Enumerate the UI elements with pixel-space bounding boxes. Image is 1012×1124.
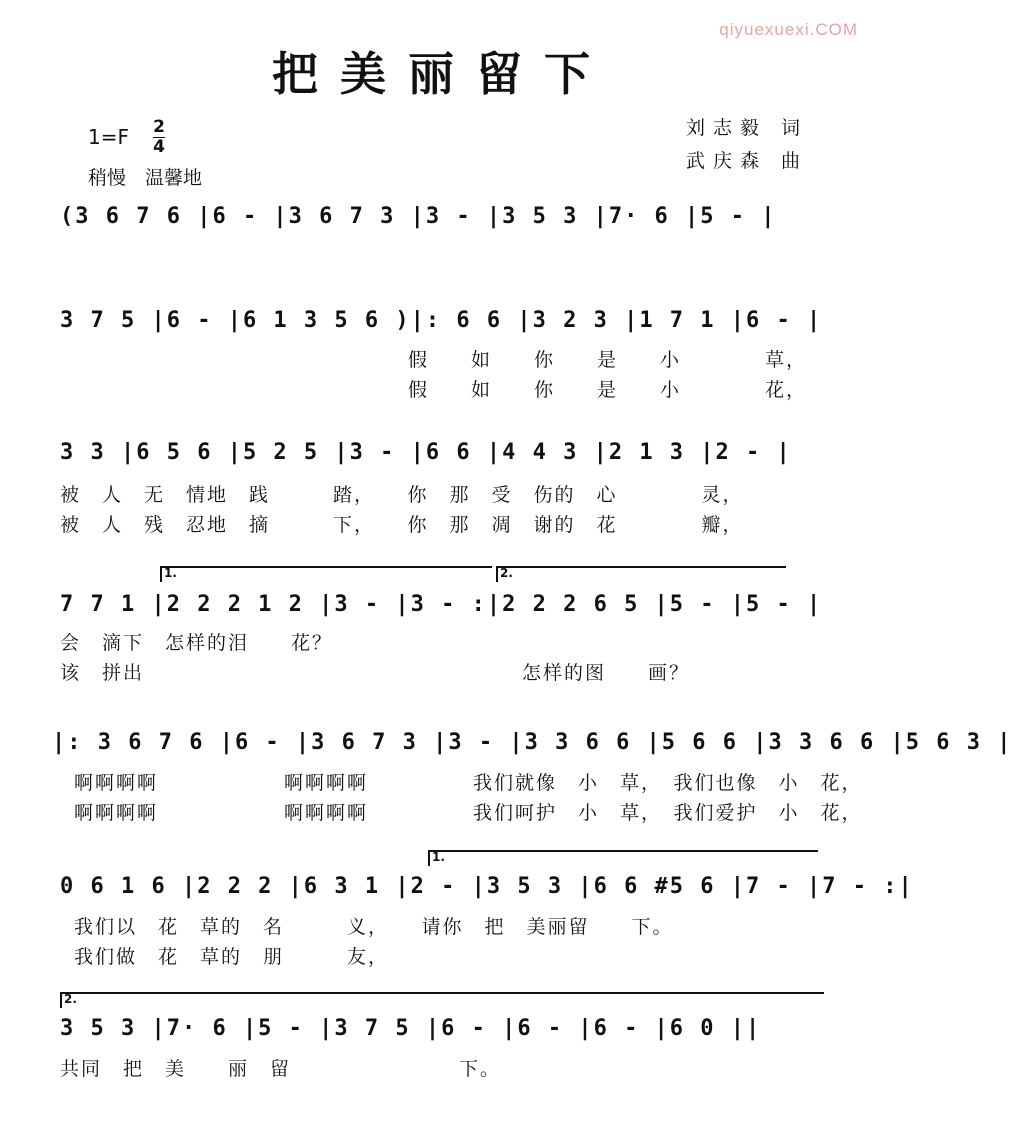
song-title: 把美丽留下 — [272, 47, 612, 101]
lyric-verse-1: 我们以 花 草的 名 义， 请你 把 美丽留 下。 — [74, 916, 674, 938]
notation-line: 3 3 |6 5 6 |5 2 5 |3 - |6 6 |4 4 3 |2 1 3 |2 - | — [60, 440, 792, 465]
lyric-verse-1: 啊啊啊啊 啊啊啊啊 我们就像 小 草， 我们也像 小 花， — [74, 772, 863, 794]
time-signature-bottom: 4 — [153, 137, 165, 157]
time-signature-top: 2 — [153, 117, 165, 137]
notation-line: 0 6 1 6 |2 2 2 |6 3 1 |2 - |3 5 3 |6 6 #5 6 |7 - |7 - :| — [60, 874, 914, 899]
lyric-verse-1: 共同 把 美 丽 留 下。 — [60, 1058, 502, 1080]
site-watermark: qiyuexuexi.COM — [719, 20, 858, 39]
volta-label: 1. — [432, 850, 445, 864]
lyric-verse-1: 假 如 你 是 小 草， — [408, 349, 808, 371]
time-signature — [153, 118, 165, 157]
volta-bracket-edge — [160, 566, 162, 582]
volta-bracket-edge — [496, 566, 498, 582]
tempo-marking: 稍慢 温馨地 — [88, 167, 203, 189]
lyric-verse-2: 被 人 残 忍地 摘 下， 你 那 凋 谢的 花 瓣， — [60, 514, 744, 536]
lyric-verse-2: 我们做 花 草的 朋 友， — [74, 946, 390, 968]
volta-bracket — [60, 992, 824, 994]
volta-bracket — [428, 850, 818, 852]
volta-bracket-edge — [60, 992, 62, 1008]
notation-line: 7 7 1 |2 2 2 1 2 |3 - |3 - :|2 2 2 6 5 |5 - |5 - | — [60, 592, 823, 617]
volta-bracket — [496, 566, 786, 568]
volta-label: 2. — [64, 992, 77, 1006]
composer-credit: 武庆森 曲 — [686, 150, 809, 172]
lyric-verse-2: 假 如 你 是 小 花， — [408, 379, 808, 401]
lyric-verse-2: 啊啊啊啊 啊啊啊啊 我们呵护 小 草， 我们爱护 小 花， — [74, 802, 863, 824]
lyric-verse-1: 会 滴下 怎样的泪 花？ — [60, 632, 334, 654]
notation-line: 3 7 5 |6 - |6 1 3 5 6 )|: 6 6 |3 2 3 |1 7 1 |6 - | — [60, 308, 823, 333]
volta-bracket — [160, 566, 492, 568]
notation-line: 3 5 3 |7· 6 |5 - |3 7 5 |6 - |6 - |6 - |6 0 || — [60, 1016, 762, 1041]
key-signature: 1=F — [88, 125, 129, 149]
lyric-verse-2: 该 拼出 怎样的图 画？ — [60, 662, 691, 684]
volta-label: 2. — [500, 566, 513, 580]
volta-label: 1. — [164, 566, 177, 580]
notation-line: (3 6 7 6 |6 - |3 6 7 3 |3 - |3 5 3 |7· 6 |5 - | — [60, 204, 777, 229]
volta-bracket-edge — [428, 850, 430, 866]
lyricist-credit: 刘志毅 词 — [686, 117, 809, 139]
notation-line: |: 3 6 7 6 |6 - |3 6 7 3 |3 - |3 3 6 6 |5 6 6 |3 3 6 6 |5 6 3 | — [52, 730, 1012, 755]
lyric-verse-1: 被 人 无 情地 践 踏， 你 那 受 伤的 心 灵， — [60, 484, 744, 506]
